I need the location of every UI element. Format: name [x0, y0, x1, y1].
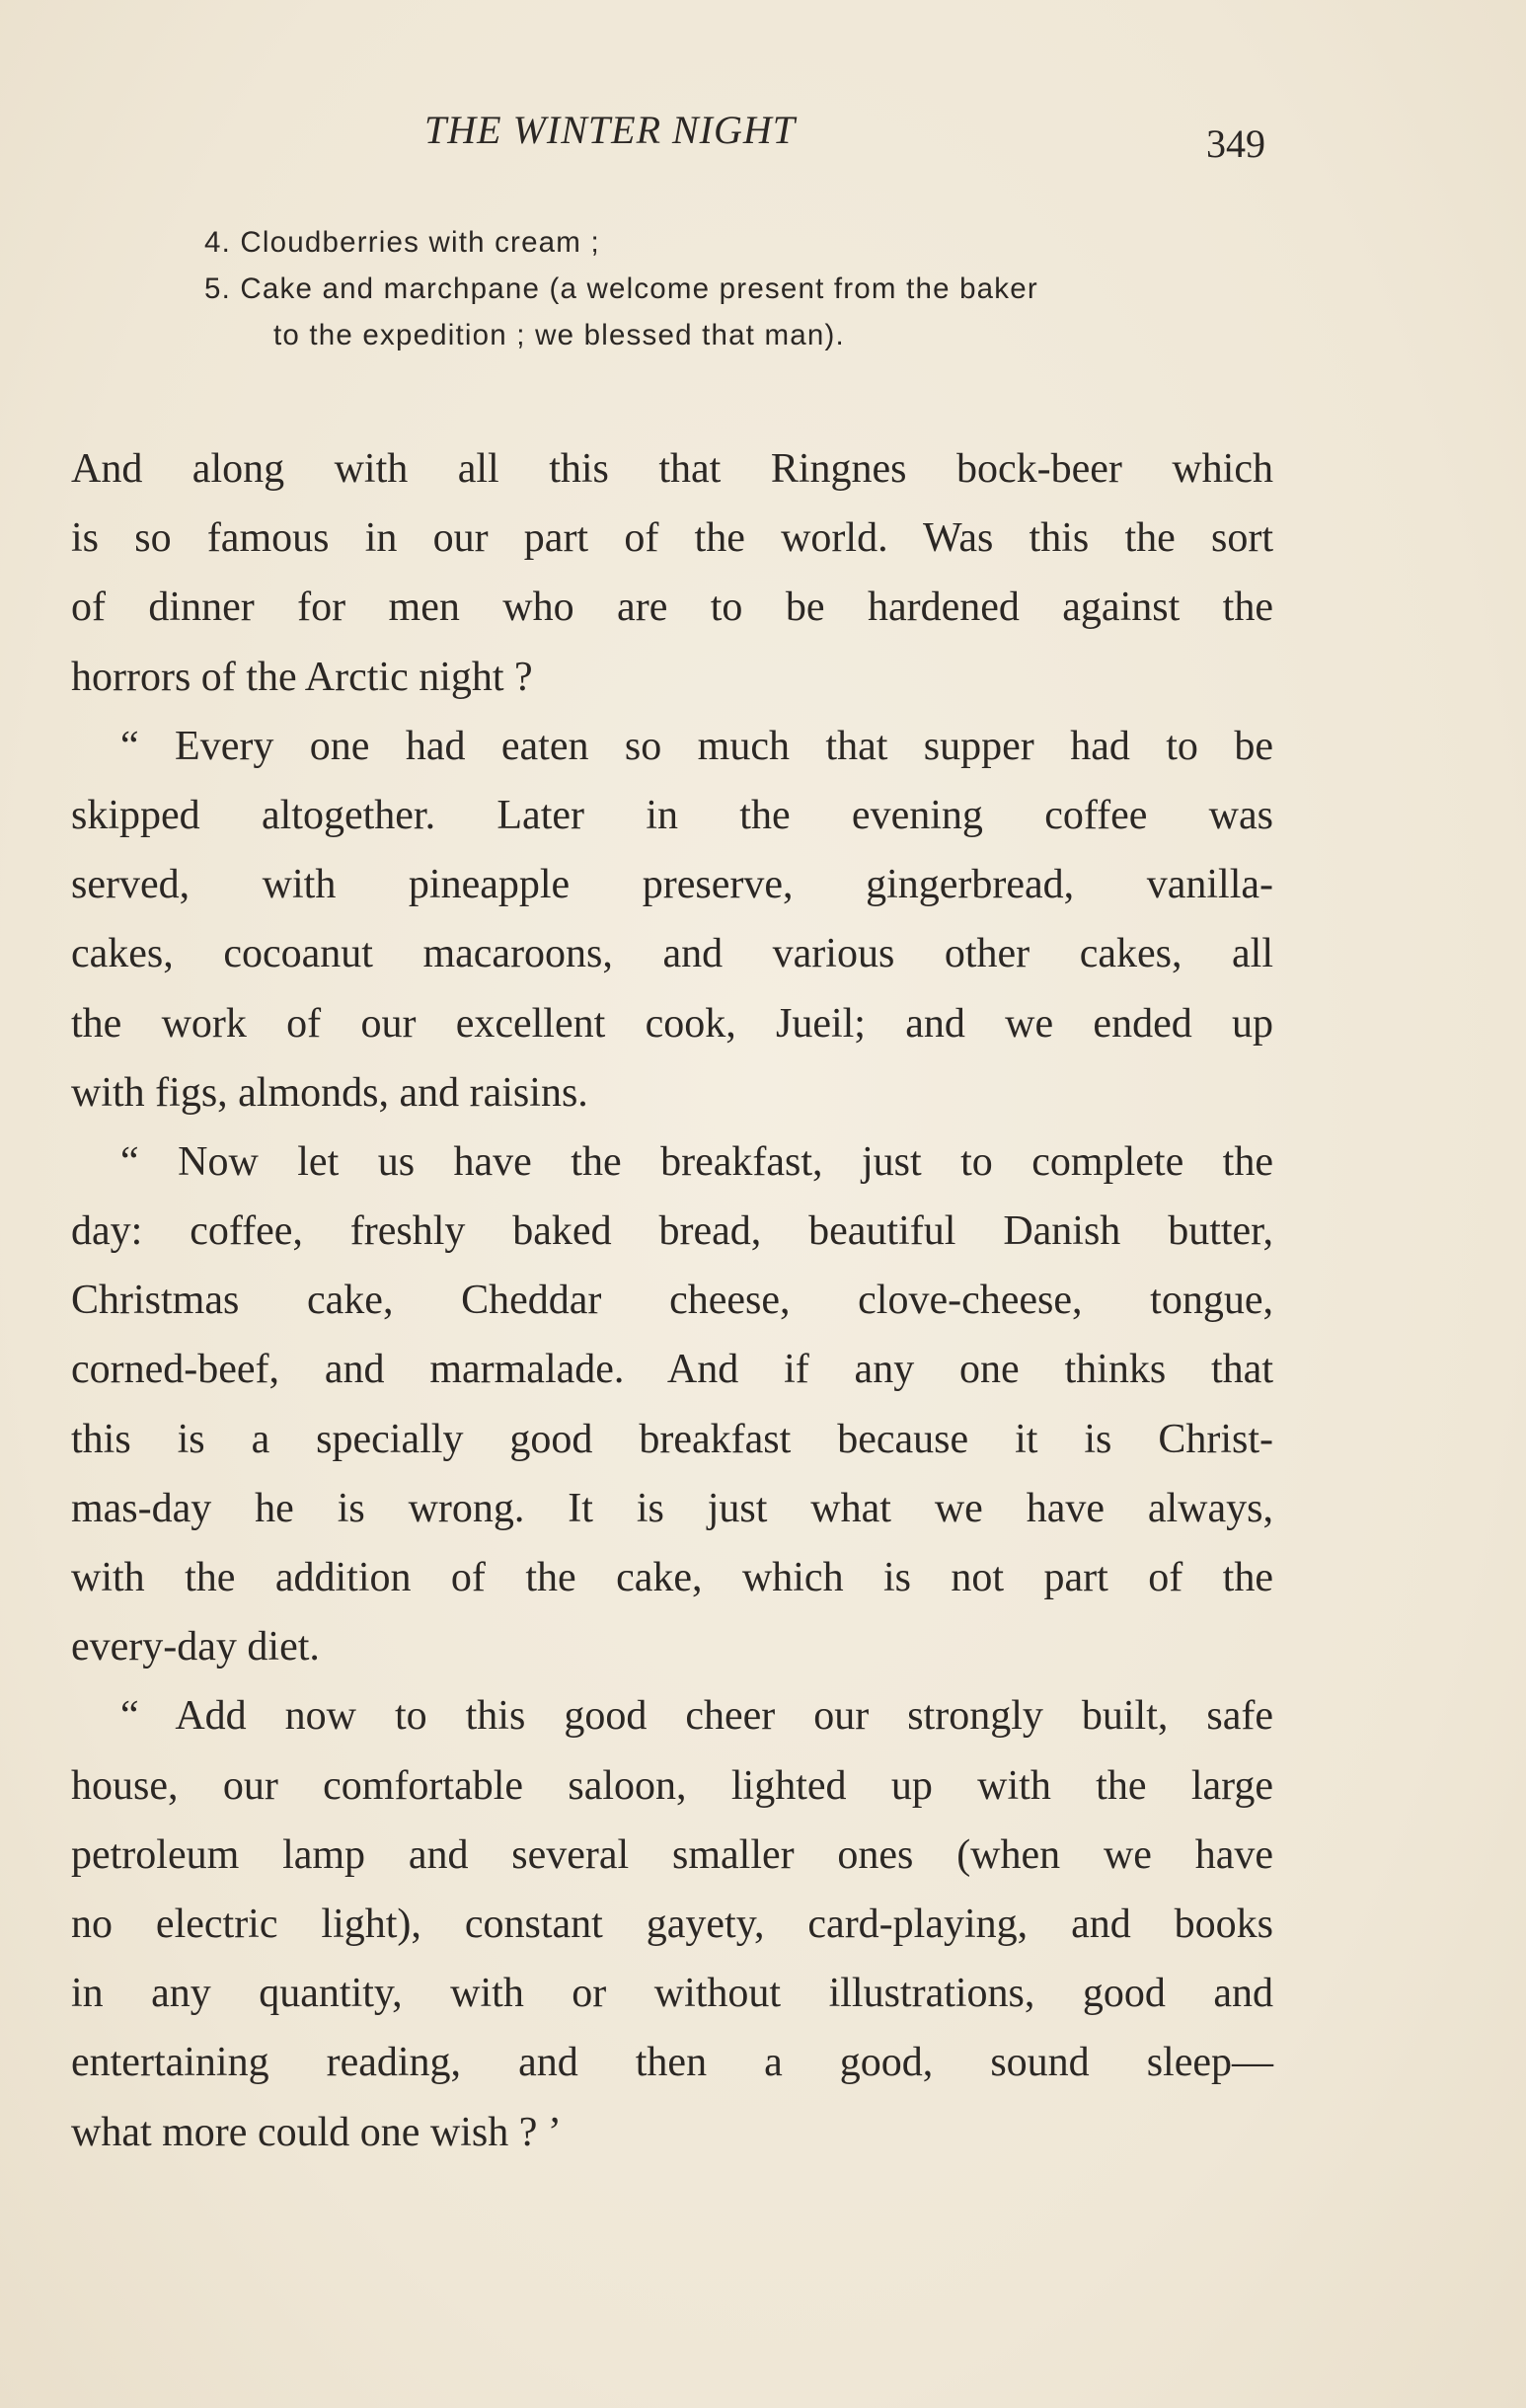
text-line: petroleum lamp and several smaller ones (when we have: [71, 1831, 1273, 1878]
text-line: skipped altogether. Later in the evening coffee was: [71, 792, 1273, 838]
text-line: Christmas cake, Cheddar cheese, clove-cheese, tongue,: [71, 1278, 1273, 1324]
text-line: no electric light), constant gayety, card-playing, and books: [71, 1901, 1273, 1947]
text-line: corned-beef, and marmalade. And if any one thinks that: [71, 1347, 1273, 1393]
text-line: of dinner for men who are to be hardened against the: [71, 584, 1273, 631]
body-text: [71, 434, 1273, 2167]
text-line: house, our comfortable saloon, lighted up with the large: [71, 1762, 1273, 1809]
text-line: this is a specially good breakfast because it is Christ-: [71, 1416, 1273, 1462]
text-line: what more could one wish ? ’: [71, 2109, 562, 2155]
paragraph: [71, 1681, 1273, 2166]
list-item-line: 4. Cloudberries with cream ;: [204, 226, 600, 259]
text-line: mas-day he is wrong. It is just what we have always,: [71, 1485, 1273, 1531]
list-item-line: 5. Cake and marchpane (a welcome present from the baker: [204, 272, 1038, 305]
text-line: “ Add now to this good cheer our strongly built, safe: [120, 1693, 1273, 1740]
text-line: with figs, almonds, and raisins.: [71, 1069, 588, 1116]
page-number: 349: [1206, 121, 1265, 166]
text-line: cakes, cocoanut macaroons, and various other cakes, all: [71, 931, 1273, 977]
text-line: “ Every one had eaten so much that supper had to be: [120, 723, 1273, 769]
text-line: “ Now let us have the breakfast, just to complete the: [120, 1138, 1273, 1185]
text-line: with the addition of the cake, which is not part of the: [71, 1555, 1273, 1600]
text-line: is so famous in our part of the world. Was this the sort: [71, 515, 1273, 562]
text-line: entertaining reading, and then a good, sound sleep—: [71, 2040, 1273, 2086]
text-line: served, with pineapple preserve, gingerbread, vanilla-: [71, 862, 1273, 908]
text-line: day: coffee, freshly baked bread, beautiful Danish butter,: [71, 1208, 1273, 1255]
menu-list: [204, 219, 1038, 358]
paragraph: [71, 712, 1273, 1127]
text-line: the work of our excellent cook, Jueil; and we ended up: [71, 1000, 1273, 1047]
list-item-line: to the expedition ; we blessed that man).: [273, 319, 845, 351]
text-line: in any quantity, with or without illustrations, good and: [71, 1971, 1273, 2017]
paragraph: [71, 434, 1273, 712]
text-line: every-day diet.: [71, 1624, 320, 1670]
paragraph: [71, 1127, 1273, 1682]
running-head: THE WINTER NIGHT: [424, 108, 797, 152]
text-line: horrors of the Arctic night ?: [71, 654, 533, 700]
text-line: And along with all this that Ringnes bock-beer which: [71, 446, 1273, 492]
